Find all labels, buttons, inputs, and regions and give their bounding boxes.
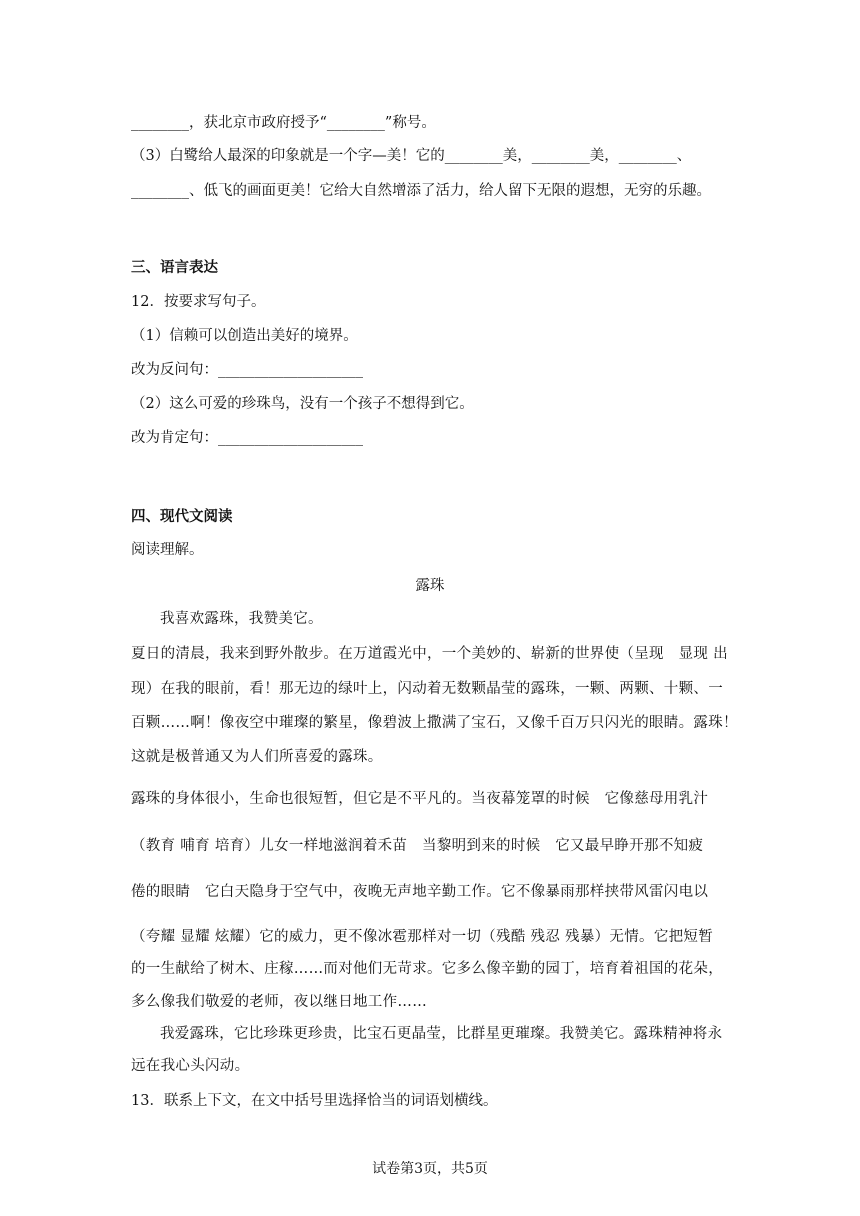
passage-line: 的一生献给了树木、庄稼……而对他们无苛求。它多么像辛勤的园丁，培育着祖国的花朵， — [131, 961, 723, 977]
passage-line: 现）在我的眼前，看！那无边的绿叶上，闪动着无数颗晶莹的露珠，一颗、两颗、十颗、一 — [131, 681, 723, 697]
answer-line-rhetorical: 改为反问句：____________________ — [131, 362, 363, 378]
passage-line: 远在我心头闪动。 — [131, 1058, 250, 1074]
passage-line: 多么像我们敬爱的老师，夜以继日地工作…… — [131, 994, 427, 1010]
section-heading-language-expression: 三、语言表达 — [131, 260, 218, 276]
passage-line: （夸耀 显耀 炫耀）它的威力，更不像冰雹那样对一切（残酷 残忍 残暴）无情。它把短暂 — [131, 929, 714, 945]
page-footer: 试卷第3页，共5页 — [372, 1161, 488, 1177]
reading-intro: 阅读理解。 — [131, 542, 204, 558]
question-12-1: （1）信赖可以创造出美好的境界。 — [131, 328, 358, 344]
passage-title: 露珠 — [415, 578, 445, 594]
passage-line: 倦的眼睛 它白天隐身于空气中，夜晚无声地辛勤工作。它不像暴雨那样挟带风雷闪电以 — [131, 884, 709, 900]
passage-line: 夏日的清晨，我来到野外散步。在万道霞光中，一个美妙的、崭新的世界使（呈现 显现 出 — [131, 646, 728, 662]
question-12: 12．按要求写句子。 — [131, 294, 266, 310]
passage-paragraph-1: 我喜欢露珠，我赞美它。 — [160, 611, 323, 627]
section-heading-modern-reading: 四、现代文阅读 — [131, 509, 233, 525]
question-11-3: （3）白鹭给人最深的印象就是一个字—美！它的________美，________美，________、 — [131, 148, 692, 164]
passage-line: （教育 哺育 培育）儿女一样地滋润着禾苗 当黎明到来的时候 它又最早睁开那不知疲 — [131, 838, 704, 854]
fill-blank-line-3: ________、低飞的画面更美！它给大自然增添了活力，给人留下无限的遐想，无穷的乐趣。 — [131, 183, 711, 199]
question-12-2: （2）这么可爱的珍珠鸟，没有一个孩子不想得到它。 — [131, 396, 474, 412]
answer-line-affirmative: 改为肯定句：____________________ — [131, 430, 363, 446]
passage-line: 百颗……啊！像夜空中璀璨的繁星，像碧波上撒满了宝石，又像千百万只闪光的眼睛。露珠！ — [131, 715, 738, 731]
passage-line: 露珠的身体很小，生命也很短暂，但它是不平凡的。当夜幕笼罩的时候 它像慈母用乳汁 — [131, 791, 709, 807]
passage-line: 这就是极普通又为人们所喜爱的露珠。 — [131, 749, 383, 765]
question-13: 13．联系上下文，在文中括号里选择恰当的词语划横线。 — [131, 1093, 498, 1109]
fill-blank-line-1: ________，获北京市政府授予“________”称号。 — [131, 115, 436, 131]
passage-line: 我爱露珠，它比珍珠更珍贵，比宝石更晶莹，比群星更璀璨。我赞美它。露珠精神将永 — [160, 1026, 723, 1042]
